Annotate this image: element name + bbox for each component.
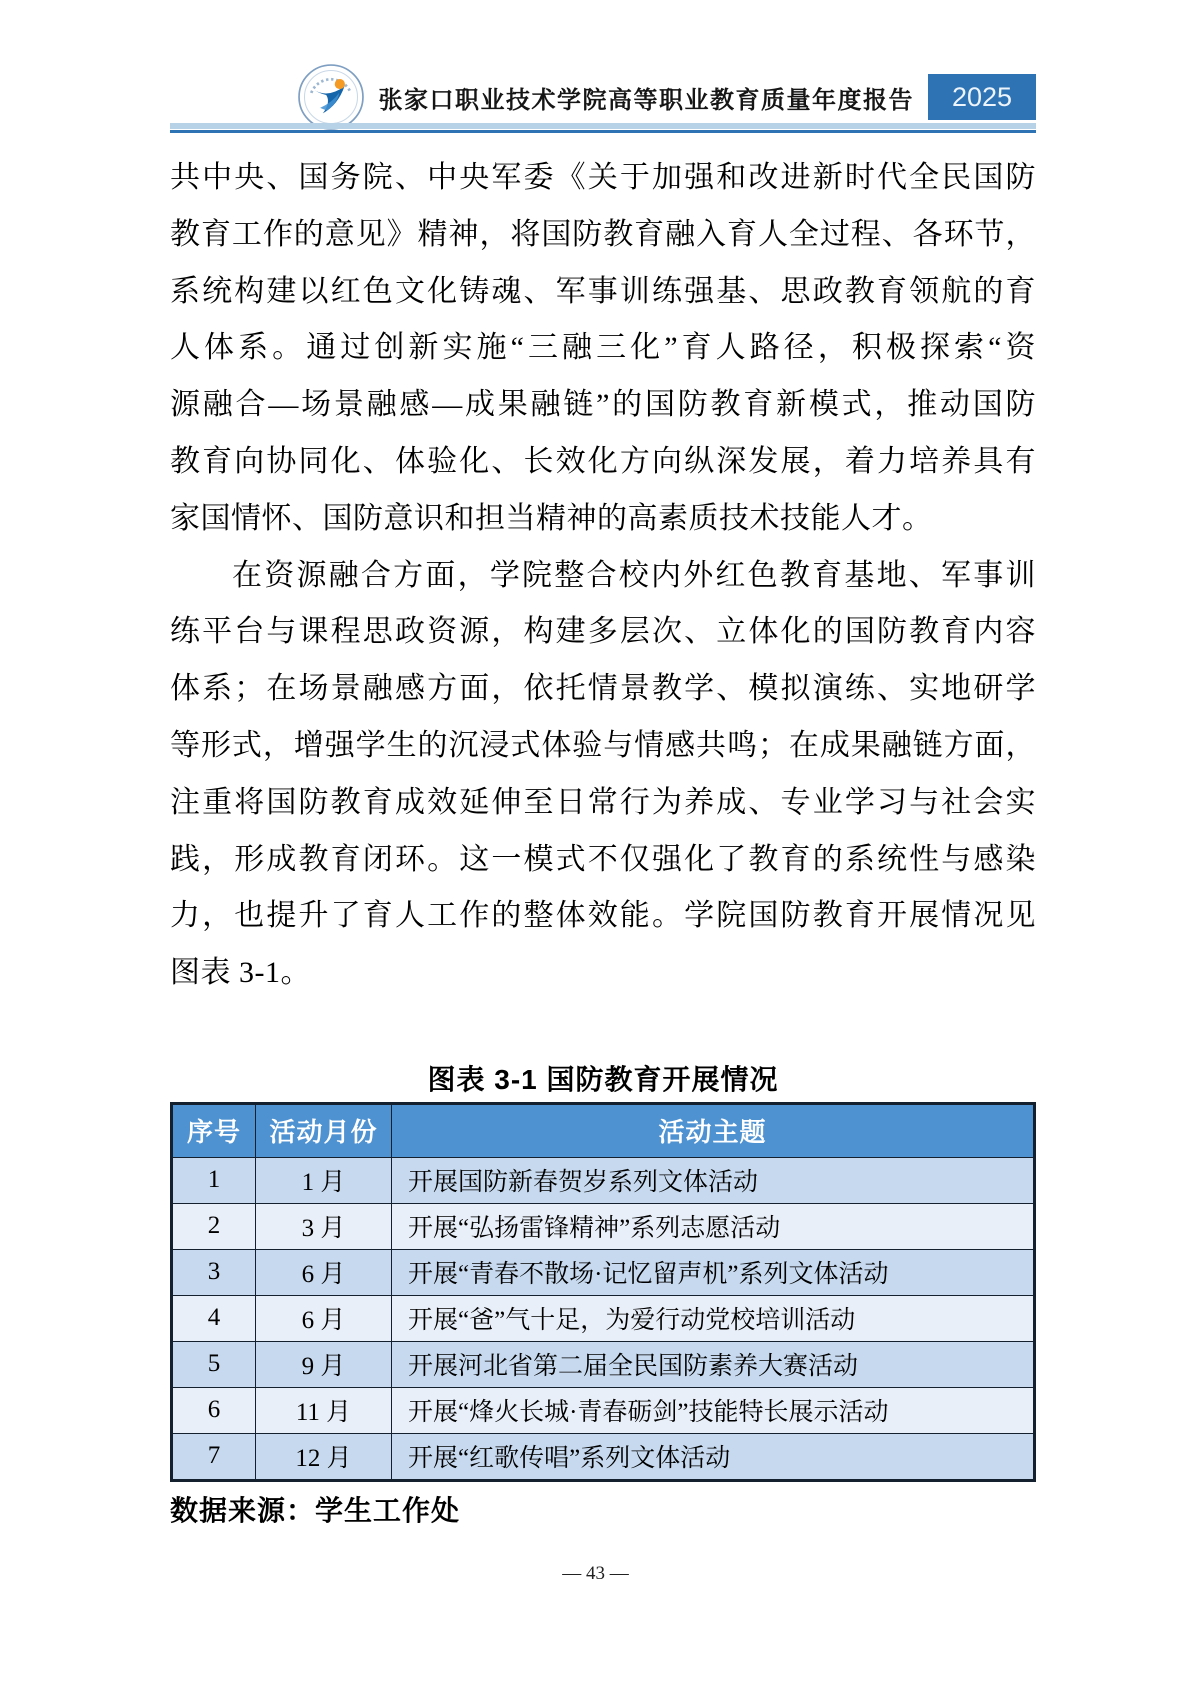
cell-index: 3	[172, 1249, 256, 1295]
text-line: 力，也提升了育人工作的整体效能。学院国防教育开展情况见	[170, 899, 1036, 933]
text-line: 践，形成教育闭环。这一模式不仅强化了教育的系统性与感染	[170, 842, 1036, 876]
text-line: 源融合—场景融感—成果融链”的国防教育新模式，推动国防	[170, 388, 1036, 422]
document-body	[170, 150, 1036, 1529]
text-line: 人体系。通过创新实施“三融三化”育人路径，积极探索“资	[170, 331, 1036, 365]
cell-theme: 开展“烽火长城·青春砺剑”技能特长展示活动	[392, 1387, 1035, 1433]
page-footer	[0, 1563, 1191, 1585]
cell-month: 6 月	[256, 1249, 392, 1295]
cell-theme: 开展“青春不散场·记忆留声机”系列文体活动	[392, 1249, 1035, 1295]
text-line: 图表 3-1。	[170, 956, 311, 990]
data-source-note: 数据来源：学生工作处	[170, 1494, 461, 1526]
text-line: 教育向协同化、体验化、长效化方向纵深发展，着力培养具有	[170, 444, 1036, 478]
cell-index: 2	[172, 1203, 256, 1249]
cell-month: 11 月	[256, 1387, 392, 1433]
text-line: 教育工作的意见》精神，将国防教育融入育人全过程、各环节，	[170, 217, 1036, 251]
text-line: 体系；在场景融感方面，依托情景教学、模拟演练、实地研学	[170, 672, 1036, 706]
cell-theme: 开展“爸”气十足，为爱行动党校培训活动	[392, 1295, 1035, 1341]
col-header-index: 序号	[172, 1103, 256, 1157]
cell-index: 5	[172, 1341, 256, 1387]
header-divider	[170, 123, 1036, 133]
cell-month: 9 月	[256, 1341, 392, 1387]
page-header	[170, 64, 1036, 130]
cell-month: 1 月	[256, 1157, 392, 1203]
table-row	[172, 1157, 1035, 1203]
table-row	[172, 1341, 1035, 1387]
text-line: 在资源融合方面，学院整合校内外红色教育基地、军事训	[232, 558, 1036, 592]
cell-index: 4	[172, 1295, 256, 1341]
college-emblem-icon	[297, 63, 365, 131]
text-line: 系统构建以红色文化铸魂、军事训练强基、思政教育领航的育	[170, 274, 1036, 308]
text-line: 共中央、国务院、中央军委《关于加强和改进新时代全民国防	[170, 161, 1036, 194]
cell-theme: 开展国防新春贺岁系列文体活动	[392, 1157, 1035, 1203]
text-line: 练平台与课程思政资源，构建多层次、立体化的国防教育内容	[170, 615, 1036, 649]
paragraph-2	[170, 548, 1036, 1002]
page-number: — 43 —	[562, 1563, 629, 1584]
table-row	[172, 1433, 1035, 1480]
cell-index: 6	[172, 1387, 256, 1433]
cell-month: 3 月	[256, 1203, 392, 1249]
paragraph-1	[170, 150, 1036, 548]
divider-dark-line	[170, 130, 1036, 133]
col-header-month: 活动月份	[256, 1103, 392, 1157]
table-row	[172, 1249, 1035, 1295]
year-badge: 2025	[928, 74, 1036, 120]
table-row	[172, 1387, 1035, 1433]
col-header-theme: 活动主题	[392, 1103, 1035, 1157]
table-row	[172, 1295, 1035, 1341]
cell-theme: 开展“红歌传唱”系列文体活动	[392, 1433, 1035, 1480]
table-caption: 图表 3-1 国防教育开展情况	[427, 1063, 779, 1095]
table-header-row	[172, 1103, 1035, 1157]
cell-theme: 开展“弘扬雷锋精神”系列志愿活动	[392, 1203, 1035, 1249]
cell-index: 1	[172, 1157, 256, 1203]
cell-theme: 开展河北省第二届全民国防素养大赛活动	[392, 1341, 1035, 1387]
text-line: 家国情怀、国防意识和担当精神的高素质技术技能人才。	[170, 501, 933, 535]
report-title: 张家口职业技术学院高等职业教育质量年度报告	[378, 87, 914, 114]
text-line: 注重将国防教育成效延伸至日常行为养成、专业学习与社会实	[170, 785, 1036, 819]
divider-light-line	[170, 123, 1036, 129]
table-row	[172, 1203, 1035, 1249]
text-line: 等形式，增强学生的沉浸式体验与情感共鸣；在成果融链方面，	[170, 728, 1036, 762]
cell-month: 6 月	[256, 1295, 392, 1341]
activity-table	[170, 1102, 1036, 1482]
cell-index: 7	[172, 1433, 256, 1480]
cell-month: 12 月	[256, 1433, 392, 1480]
